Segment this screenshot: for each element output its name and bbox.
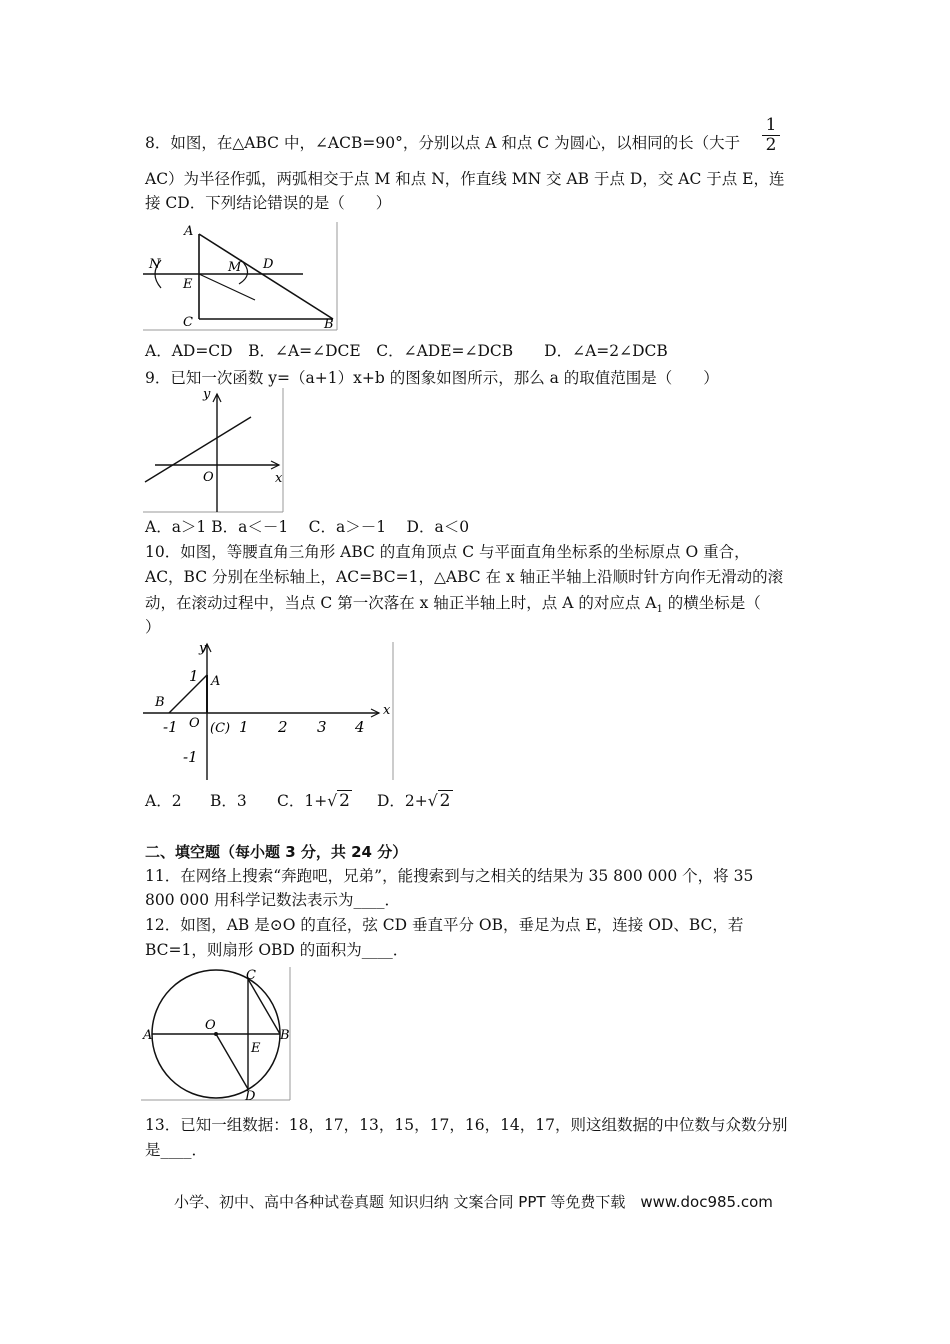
q8-fraction-denominator: 2 [762, 135, 780, 155]
q9-label-y: y [203, 388, 211, 402]
footer-text: 小学、初中、高中各种试卷真题 知识归纳 文案合同 PPT 等免费下载 www.doc985.com [174, 1193, 773, 1211]
q9-label-o: O [203, 470, 214, 485]
q8-figure [143, 222, 339, 332]
q12-label-b: B [280, 1028, 290, 1043]
q13-text-line2: 是____． [145, 1141, 208, 1159]
q10-subscript: 1 [656, 604, 663, 616]
q8-label-m: M [228, 260, 242, 275]
q10-label-one: 1 [189, 667, 199, 685]
q9-figure [143, 388, 289, 514]
q10-tick-1: 1 [239, 718, 249, 736]
q12-text-line1: 12．如图，AB 是⊙O 的直径，弦 CD 垂直平分 OB，垂足为点 E，连接 OD、BC，若 [145, 916, 744, 934]
q8-fraction [762, 116, 780, 155]
section-2-title: 二、填空题（每小题 3 分，共 24 分） [145, 843, 408, 861]
q10-figure [143, 640, 397, 782]
q10-text-line1: 10．如图，等腰直角三角形 ABC 的直角顶点 C 与平面直角坐标系的坐标原点 O 重合， [145, 543, 750, 561]
q10-label-c: (C) [210, 721, 231, 736]
q10-text-line3: 动，在滚动过程中，当点 C 第一次落在 x 轴正半轴上时，点 A 的对应点 $A_1$ 的横坐标是（ [145, 594, 761, 616]
q10-label-o: O [189, 716, 200, 731]
q8-label-e: E [183, 277, 193, 292]
q12-label-c: C [246, 968, 256, 983]
q10-option-a: A．2 [145, 792, 182, 810]
q10-option-b: B．3 [210, 792, 247, 810]
q12-figure [141, 967, 293, 1103]
q12-label-d: D [245, 1089, 256, 1103]
q8-label-b: B [324, 317, 334, 332]
q10-label-b: B [155, 695, 165, 710]
q12-label-o: O [205, 1018, 216, 1033]
q9-label-x: x [275, 471, 283, 486]
q8-text-line1: 8．如图，在△ABC 中，∠ACB=90°，分别以点 A 和点 C 为圆心，以相同的长（大于 [145, 134, 741, 152]
q8-options: A．AD=CD B．∠A=∠DCE C．∠ADE=∠DCB D．∠A=2∠DCB [145, 342, 668, 360]
q10-option-d: D．2+√ 2 [377, 791, 451, 811]
q12-text-line2: BC=1，则扇形 OBD 的面积为____． [145, 941, 409, 959]
q10-text-line4: ） [145, 618, 161, 636]
q10-option-c-sqrt: √ 2 [327, 791, 350, 811]
q10-option-c: C．1+√ 2 [277, 791, 350, 811]
q8-label-n: N [149, 257, 161, 272]
q8-fraction-numerator: 1 [765, 115, 777, 135]
q8-label-d: D [263, 257, 274, 272]
q12-label-e: E [251, 1041, 261, 1056]
q8-text-line3: 接 CD．下列结论错误的是（ ） [145, 194, 392, 212]
q9-text: 9．已知一次函数 y=（a+1）x+b 的图象如图所示，那么 a 的取值范围是（ ） [145, 369, 719, 387]
q13-text-line1: 13．已知一组数据：18，17，13，15，17，16，14，17，则这组数据的中位数与众数分别 [145, 1116, 788, 1134]
q10-tick-4: 4 [355, 718, 365, 736]
q10-label-y: y [199, 641, 207, 656]
q11-text-line2: 800 000 用科学记数法表示为____． [145, 891, 401, 909]
q8-label-a: A [184, 224, 194, 239]
q10-label-x: x [383, 703, 391, 718]
q10-label-a: A [211, 674, 221, 689]
q11-text-line1: 11．在网络上搜索“奔跑吧，兄弟”，能搜索到与之相关的结果为 35 800 000 个，将 35 [145, 867, 754, 885]
q8-label-c: C [183, 315, 193, 330]
q10-tick-2: 2 [278, 718, 288, 736]
q8-text-line2: AC）为半径作弧，两弧相交于点 M 和点 N，作直线 MN 交 AB 于点 D，交 AC 于点 E，连 [145, 170, 785, 188]
q10-text-line2: AC，BC 分别在坐标轴上，AC=BC=1，△ABC 在 x 轴正半轴上沿顺时针方向作无滑动的滚 [145, 568, 784, 586]
q10-tick-neg1-y: -1 [183, 748, 198, 766]
q9-options: A．a＞1 B．a＜－1 C．a＞－1 D．a＜0 [145, 518, 470, 536]
q10-tick-3: 3 [317, 718, 327, 736]
q10-tick-neg1-x: -1 [163, 718, 178, 736]
q12-label-a: A [143, 1028, 153, 1043]
q10-option-d-sqrt: √ 2 [427, 791, 451, 811]
